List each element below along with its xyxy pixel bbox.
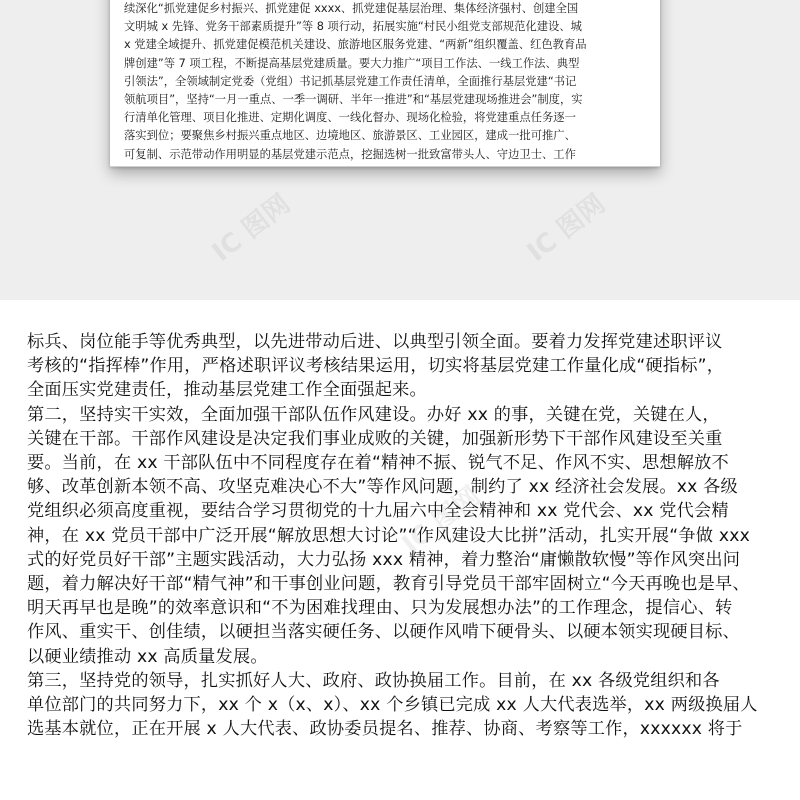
preview-text-line: 文明城 x 先锋、党务干部素质提升”等 8 项行动，拓展实施“村民小组党支部规范化建设、城 [124,20,582,34]
preview-text-line: 续深化“抓党建促乡村振兴、抓党建促 xxxx、抓党建促基层治理、集体经济强村、创建全国 [124,2,579,15]
preview-band [0,0,800,300]
paragraph-line: 选基本就位，正在开展 x 人大代表、政协委员提名、推荐、协商、考察等工作，xxxxxx 将于 [27,719,743,740]
paragraph-line: 够、改革创新本领不高、攻坚克难决心不大”等作风问题，制约了 xx 经济社会发展。xx 各级 [27,477,738,498]
preview-page-card [110,0,660,167]
paragraph-line: 式的好党员好干部”主题实践活动，大力弘扬 xxx 精神，着力整治“庸懒散软慢”等作风突出问 [27,549,741,570]
paragraph-line: 要。当前，在 xx 干部队伍中不同程度存在着“精神不振、锐气不足、作风不实、思想解放不 [27,453,729,474]
preview-text-line: 落实到位；要聚焦乡村振兴重点地区、边境地区、旅游景区、工业园区，建成一批可推广、 [124,129,576,143]
preview-text-line: 行清单化管理、项目化推进、定期化调度、一线化督办、现场化检验，将党建重点任务逐一 [124,111,576,125]
paragraph-line: 神，在 xx 党员干部中广泛开展“解放思想大讨论”“作风建设大比拼”活动，扎实开展“争做 xxx [27,525,750,546]
preview-text-line: x 党建全域提升、抓党建促模范机关建设、旅游地区服务党建、“两新”组织覆盖、红色教育品 [124,38,587,52]
paragraph-line: 以硬业绩推动 xx 高质量发展。 [27,646,268,667]
paragraph-line: 第二，坚持实干实效，全面加强干部队伍作风建设。办好 xx 的事，关键在党，关键在人， [27,404,720,425]
document-body [27,330,777,741]
paragraph-line: 全面压实党建责任，推动基层党建工作全面强起来。 [27,380,427,401]
preview-text-line: 领航项目”，坚持“一月一重点、一季一调研、半年一推进”和“基层党建现场推进会”制度，实 [124,93,583,107]
paragraph-line: 考核的“指挥棒”作用，严格述职评议考核结果运用，切实将基层党建工作量化成“硬指标”， [27,356,725,377]
preview-text-line: 可复制、示范带动作用明显的基层党建示范点，挖掘选树一批致富带头人、守边卫士、工作 [124,147,576,161]
paragraph-line: 关键在干部。干部作风建设是决定我们事业成败的关键，加强新形势下干部作风建设至关重 [27,428,723,449]
paragraph-line: 作风、重实干、创佳绩，以硬担当落实硬任务、以硬作风啃下硬骨头、以硬本领实现硬目标、 [27,622,740,643]
paragraph-line: 第三，坚持党的领导，扎实抓好人大、政府、政协换届工作。目前，在 xx 各级党组织和各 [27,670,720,691]
preview-text-line: 引领法”，全领域制定党委（党组）书记抓基层党建工作责任清单，全面推行基层党建“书记 [124,74,577,88]
watermark: IC 图网 [396,481,487,560]
paragraph-line: 党组织必须高度重视，要结合学习贯彻党的十九届六中全会精神和 xx 党代会、xx 党代会精 [27,501,729,522]
paragraph-line: 明天再早也是晚”的效率意识和“不为困难找理由、只为发展想办法”的工作理念，提信心、转 [27,598,733,619]
watermark: IC 图网 [206,189,297,268]
paragraph-line: 单位部门的共同努力下，xx 个 x（x、x）、xx 个乡镇已完成 xx 人大代表选举，xx 两级换届人 [27,695,758,716]
paragraph-line: 标兵、岗位能手等优秀典型，以先进带动后进、以典型引领全面。要着力发挥党建述职评议 [27,332,723,352]
watermark: IC 图网 [521,189,612,268]
preview-text [124,0,648,164]
preview-text-line: 牌创建”等 7 项工程，不断提高基层党建质量。要大力推广“项目工作法、一线工作法、典型 [124,56,580,70]
paragraph-line: 题，着力解决好干部“精气神”和干事创业问题，教育引导党员干部牢固树立“今天再晚也是早、 [27,574,750,595]
